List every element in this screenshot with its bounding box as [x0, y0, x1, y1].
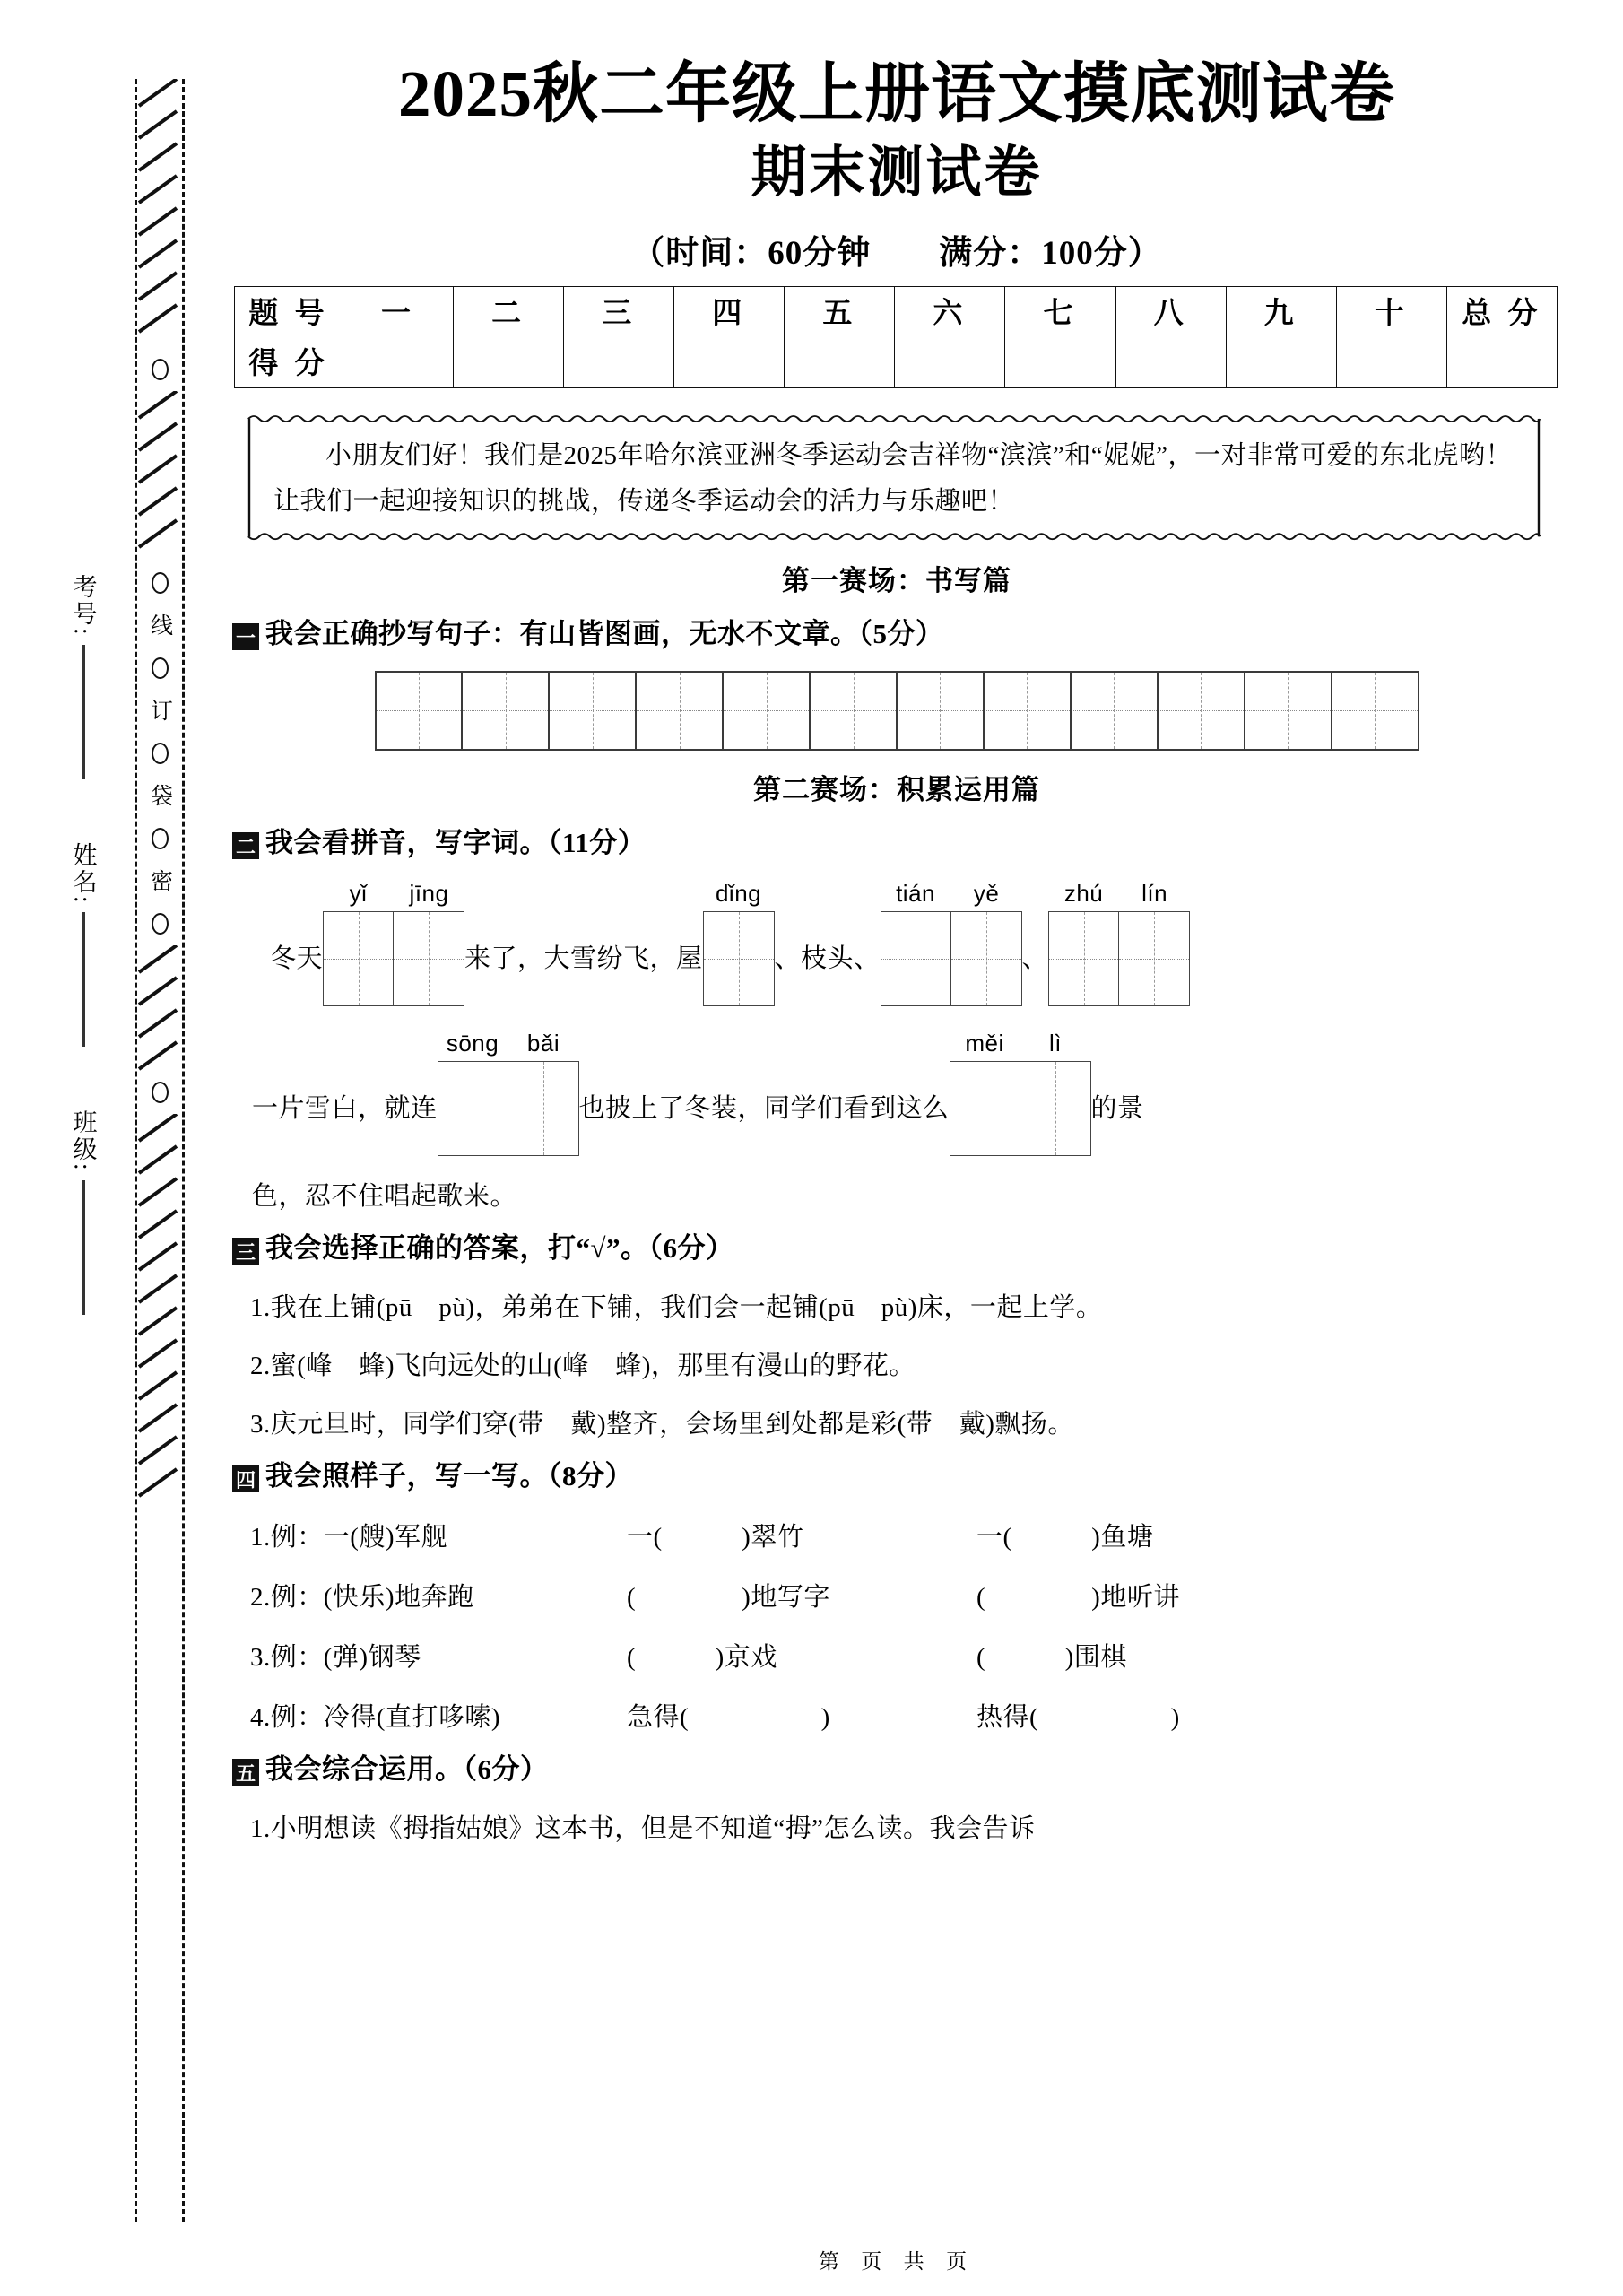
exam-meta-line: （时间：60分钟 满分：100分） [631, 234, 1162, 272]
list-item[interactable] [220, 1637, 1574, 1674]
question-number-badge: 三 [232, 1238, 259, 1265]
pinyin-label: jīng [409, 879, 449, 907]
pinyin-labels [1048, 880, 1190, 908]
score-table-row-label: 得 分 [235, 335, 343, 387]
question-4-text: 我会照样子，写一写。（8分） [265, 1459, 633, 1492]
table-row-scores [235, 335, 1558, 387]
list-item[interactable]: 3.庆元旦时，同学们穿(带 戴)整齐，会场里到处都是彩(带 戴)飘扬。 [250, 1409, 1074, 1439]
question-5-heading [232, 1746, 1574, 1787]
example-prompt: 1.例：一(艘)军舰 [250, 1522, 448, 1552]
seal-circle-icon [152, 572, 169, 594]
example-blank[interactable]: ( )京戏 [627, 1642, 777, 1672]
hatch-marks-icon [137, 391, 182, 561]
score-table [234, 286, 1558, 388]
hatch-marks-icon [137, 945, 182, 1071]
pinyin-label: zhú [1063, 879, 1104, 907]
pinyin-label: bǎi [526, 1029, 560, 1057]
score-cell-1[interactable] [343, 335, 454, 387]
pinyin-labels [881, 880, 1022, 908]
grid-cell[interactable] [394, 912, 464, 1005]
question-2-heading [232, 820, 1574, 860]
question-3-heading [232, 1225, 1574, 1265]
seal-circle-icon [152, 359, 169, 380]
pinyin-fill-line-1 [220, 880, 1574, 1006]
sentence-segment: 、枝头、 [774, 944, 881, 973]
field-label-exam-number: 考号: [69, 574, 97, 638]
sentence-segment: 的景 [1090, 1093, 1144, 1123]
score-col-8: 八 [1115, 286, 1226, 335]
page-footer: 第 页 共 页 [818, 2249, 976, 2273]
intro-mascot-box [247, 413, 1541, 542]
field-label-name: 姓名: [69, 841, 97, 906]
seal-char-mi: 密 [147, 869, 172, 893]
pinyin-answer-boxes[interactable] [950, 1061, 1091, 1156]
question-4-heading [232, 1453, 1574, 1493]
pinyin-answer-boxes[interactable] [881, 911, 1022, 1006]
field-write-line[interactable] [82, 1180, 85, 1315]
pinyin-fill-line-3: 色，忍不住唱起歌来。 [252, 1181, 517, 1211]
score-col-1: 一 [343, 286, 454, 335]
pinyin-labels [323, 880, 464, 908]
grid-cell[interactable] [1245, 673, 1332, 749]
example-blank[interactable]: ( )围棋 [976, 1642, 1127, 1672]
score-cell-8[interactable] [1115, 335, 1226, 387]
question-number-badge: 一 [232, 623, 259, 650]
example-blank[interactable]: 急得( ) [627, 1702, 830, 1732]
pinyin-fill-line-2 [220, 1030, 1574, 1156]
seal-circle-icon [152, 828, 169, 849]
field-write-line[interactable] [82, 912, 85, 1047]
grid-cell[interactable] [1049, 912, 1119, 1005]
grid-cell[interactable] [1119, 912, 1189, 1005]
list-item[interactable]: 2.蜜(峰 蜂)飞向远处的山(峰 蜂)，那里有漫山的野花。 [250, 1351, 916, 1380]
score-col-10: 十 [1336, 286, 1446, 335]
grid-cell[interactable] [508, 1062, 578, 1155]
pinyin-label: yě [973, 879, 1000, 907]
sentence-segment: 也披上了冬装，同学们看到这么 [578, 1093, 950, 1123]
page-title: 2025秋二年级上册语文摸底测试卷 [398, 57, 1395, 130]
grid-cell[interactable] [550, 673, 637, 749]
score-col-3: 三 [564, 286, 674, 335]
question-3-text: 我会选择正确的答案，打“√”。（6分） [265, 1231, 734, 1264]
example-blank[interactable]: 一( )翠竹 [627, 1522, 804, 1552]
pinyin-answer-boxes[interactable] [1048, 911, 1190, 1006]
seal-dashed-band [135, 79, 185, 2222]
question-number-badge: 五 [232, 1759, 259, 1786]
question-1-heading [232, 611, 1574, 651]
field-label-class: 班级: [69, 1109, 97, 1173]
example-blank[interactable]: 一( )鱼塘 [976, 1522, 1154, 1552]
table-row-header [235, 286, 1558, 335]
grid-cell[interactable] [724, 673, 811, 749]
score-cell-9[interactable] [1226, 335, 1336, 387]
sealing-line-sidebar [0, 0, 215, 2296]
score-cell-total[interactable] [1446, 335, 1557, 387]
score-col-total: 总 分 [1446, 286, 1557, 335]
question-number-badge: 二 [232, 832, 259, 859]
grid-cell[interactable] [1072, 673, 1159, 749]
field-name [66, 842, 101, 1110]
seal-circle-icon [152, 1082, 169, 1103]
grid-cell[interactable] [950, 1062, 1020, 1155]
grid-cell[interactable] [1332, 673, 1418, 749]
grid-cell[interactable] [898, 673, 985, 749]
intro-text: 小朋友们好！我们是2025年哈尔滨亚洲冬季运动会吉祥物“滨滨”和“妮妮”，一对非常可爱的东北虎哟！让我们一起迎接知识的挑战，传递冬季运动会的活力与乐趣吧！ [273, 440, 1512, 517]
pinyin-answer-group-songbai [438, 1030, 579, 1156]
grid-cell[interactable] [811, 673, 898, 749]
copy-sentence-grid[interactable] [375, 671, 1419, 751]
example-blank[interactable]: 热得( ) [976, 1702, 1180, 1732]
list-item[interactable] [220, 1577, 1574, 1613]
pinyin-answer-group-meili [950, 1030, 1091, 1156]
sentence-segment: 一片雪白，就连 [252, 1093, 438, 1123]
pinyin-label: yǐ [349, 879, 368, 907]
score-col-7: 七 [1005, 286, 1115, 335]
list-item[interactable] [220, 1697, 1574, 1734]
pinyin-label: lì [1049, 1029, 1063, 1057]
pinyin-label: dǐng [715, 879, 762, 907]
seal-char-dai: 袋 [147, 784, 172, 808]
arena-title-1: 第一赛场：书写篇 [782, 564, 1011, 596]
grid-cell[interactable] [377, 673, 464, 749]
grid-cell[interactable] [1020, 1062, 1090, 1155]
pinyin-label: měi [965, 1029, 1004, 1057]
grid-cell[interactable] [951, 912, 1021, 1005]
pinyin-answer-boxes[interactable] [438, 1061, 579, 1156]
list-item[interactable]: 1.小明想读《拇指姑娘》这本书，但是不知道“拇”怎么读。我会告诉 [250, 1813, 1036, 1843]
score-col-2: 二 [454, 286, 564, 335]
list-item[interactable]: 1.我在上铺(pū pù)，弟弟在下铺，我们会一起铺(pū pù)床，一起上学。 [250, 1292, 1103, 1322]
example-prompt: 3.例：(弹)钢琴 [250, 1642, 421, 1672]
score-cell-5[interactable] [785, 335, 895, 387]
grid-cell[interactable] [438, 1062, 508, 1155]
hatch-marks-icon [137, 1114, 182, 1500]
student-info-fields [52, 574, 115, 1378]
example-blank[interactable]: ( )地写字 [627, 1582, 830, 1612]
question-1-text: 我会正确抄写句子：有山皆图画，无水不文章。（5分） [265, 617, 944, 649]
pinyin-label: tián [896, 879, 935, 907]
question-2-text: 我会看拼音，写字词。（11分） [265, 826, 647, 858]
page-subtitle: 期末测试卷 [751, 143, 1043, 204]
score-cell-6[interactable] [895, 335, 1005, 387]
pinyin-answer-boxes[interactable] [703, 911, 775, 1006]
score-cell-2[interactable] [454, 335, 564, 387]
field-class [66, 1109, 101, 1378]
pinyin-labels [703, 880, 775, 908]
example-blank[interactable]: ( )地听讲 [976, 1582, 1180, 1612]
score-table-wrapper [220, 286, 1574, 388]
field-exam-number [66, 574, 101, 842]
seal-char-xian: 线 [147, 613, 172, 638]
pinyin-answer-group-tianye [881, 880, 1022, 1006]
sentence-segment: 冬天 [270, 944, 324, 973]
score-cell-10[interactable] [1336, 335, 1446, 387]
sentence-segment: 、 [1021, 944, 1049, 973]
arena-title-2: 第二赛场：积累运用篇 [753, 773, 1040, 805]
score-col-9: 九 [1226, 286, 1336, 335]
score-cell-7[interactable] [1005, 335, 1115, 387]
exam-paper-body [220, 0, 1574, 2296]
grid-cell[interactable] [463, 673, 550, 749]
example-prompt: 4.例：冷得(直打哆嗦) [250, 1702, 501, 1732]
seal-char-ding: 订 [147, 699, 172, 723]
hatch-marks-icon [137, 79, 182, 348]
grid-cell[interactable] [985, 673, 1072, 749]
question-5-text: 我会综合运用。（6分） [265, 1752, 549, 1785]
pinyin-label: lín [1141, 879, 1168, 907]
grid-cell[interactable] [637, 673, 724, 749]
score-col-5: 五 [785, 286, 895, 335]
grid-cell[interactable] [1159, 673, 1245, 749]
seal-circle-icon [152, 657, 169, 679]
pinyin-answer-boxes[interactable] [323, 911, 464, 1006]
score-col-6: 六 [895, 286, 1005, 335]
grid-cell[interactable] [704, 912, 774, 1005]
seal-circle-icon [152, 913, 169, 935]
example-prompt: 2.例：(快乐)地奔跑 [250, 1582, 474, 1612]
score-cell-3[interactable] [564, 335, 674, 387]
score-col-4: 四 [674, 286, 785, 335]
score-table-row-label: 题 号 [235, 286, 343, 335]
question-number-badge: 四 [232, 1465, 259, 1492]
grid-cell[interactable] [881, 912, 951, 1005]
grid-cell[interactable] [324, 912, 394, 1005]
pinyin-labels [438, 1030, 579, 1057]
pinyin-label: sōng [446, 1029, 499, 1057]
pinyin-answer-group-zhulin [1048, 880, 1190, 1006]
score-cell-4[interactable] [674, 335, 785, 387]
pinyin-answer-group-ding [703, 880, 775, 1006]
seal-circle-icon [152, 743, 169, 764]
list-item[interactable] [220, 1517, 1574, 1553]
sentence-segment: 来了，大雪纷飞，屋 [464, 944, 703, 973]
pinyin-answer-group-yijing [323, 880, 464, 1006]
pinyin-labels [950, 1030, 1091, 1057]
field-write-line[interactable] [82, 645, 85, 779]
